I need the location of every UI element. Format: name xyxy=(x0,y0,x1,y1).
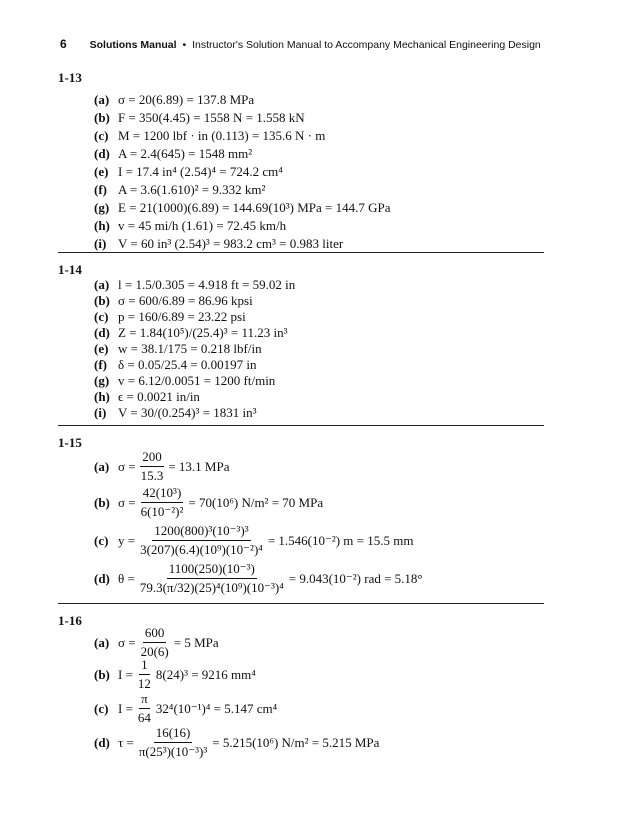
denominator: 6(10⁻²)² xyxy=(140,504,184,519)
section-divider xyxy=(58,425,544,426)
denominator: 3(207)(6.4)(10⁹)(10⁻²)⁴ xyxy=(140,542,263,557)
numerator: 16(16) xyxy=(154,725,193,743)
answer-line xyxy=(94,164,283,179)
equation: σ = 600/6.89 = 86.96 kpsi xyxy=(118,293,253,308)
denominator: 20(6) xyxy=(140,644,169,659)
answer-line xyxy=(94,218,286,233)
answer-line xyxy=(94,92,254,107)
part-label: (g) xyxy=(94,200,110,215)
equation-lhs: τ = xyxy=(118,734,134,750)
fraction xyxy=(139,449,166,484)
equation-rhs: = 5 MPa xyxy=(173,634,219,650)
part-label: (i) xyxy=(94,236,107,251)
answer-line xyxy=(94,389,200,404)
fraction xyxy=(136,691,153,726)
problem-number: 1-14 xyxy=(58,262,82,277)
part-label: (h) xyxy=(94,218,110,233)
equation-rhs: = 13.1 MPa xyxy=(168,458,230,474)
fraction xyxy=(139,625,171,660)
equation: p = 160/6.89 = 23.22 psi xyxy=(118,309,246,324)
part-label: (e) xyxy=(94,341,109,356)
denominator: π(25³)(10⁻³)³ xyxy=(138,744,208,759)
answer-line xyxy=(94,725,379,760)
part-label: (a) xyxy=(94,634,110,650)
denominator: 64 xyxy=(137,710,151,725)
answer-line xyxy=(94,325,288,340)
fraction xyxy=(136,657,153,692)
part-label: (d) xyxy=(94,734,110,750)
equation-rhs: 32⁴(10⁻¹)⁴ = 5.147 cm⁴ xyxy=(155,700,278,716)
equation-rhs: 8(24)³ = 9216 mm⁴ xyxy=(155,666,256,682)
part-label: (b) xyxy=(94,494,110,510)
equation: w = 38.1/175 = 0.218 lbf/in xyxy=(118,341,262,356)
part-label: (f) xyxy=(94,357,107,372)
numerator: 1100(250)(10⁻³) xyxy=(167,561,257,579)
equation: I = 17.4 in⁴ (2.54)⁴ = 724.2 cm⁴ xyxy=(118,164,283,179)
answer-line xyxy=(94,236,343,251)
part-label: (a) xyxy=(94,92,110,107)
part-label: (d) xyxy=(94,146,110,161)
part-label: (b) xyxy=(94,293,110,308)
header-separator: • xyxy=(182,39,187,51)
numerator: 600 xyxy=(143,625,167,643)
problem-1-16 xyxy=(58,613,544,763)
equation: E = 21(1000)(6.89) = 144.69(10³) MPa = 144.7 GPa xyxy=(118,200,391,215)
equation-lhs: I = xyxy=(118,700,133,716)
numerator: π xyxy=(139,691,150,709)
equation: v = 45 mi/h (1.61) = 72.45 km/h xyxy=(118,218,287,233)
equation: V = 30/(0.254)³ = 1831 in³ xyxy=(118,405,257,420)
equation: M = 1200 lbf · in (0.113) = 135.6 N · m xyxy=(118,128,326,143)
answer-line xyxy=(94,691,277,726)
header-subtitle: Instructor's Solution Manual to Accompany Mechanical Engineering Design xyxy=(192,39,541,51)
answer-line xyxy=(94,373,275,388)
part-label: (b) xyxy=(94,666,110,682)
equation-rhs: = 5.215(10⁶) N/m² = 5.215 MPa xyxy=(212,734,380,750)
answer-line xyxy=(94,293,253,308)
answer-line xyxy=(94,485,323,520)
answer-line xyxy=(94,146,252,161)
part-label: (c) xyxy=(94,309,109,324)
equation: σ = 20(6.89) = 137.8 MPa xyxy=(118,92,255,107)
equation: Z = 1.84(10⁵)/(25.4)³ = 11.23 in³ xyxy=(118,325,288,340)
part-label: (b) xyxy=(94,110,110,125)
header-title: Solutions Manual xyxy=(89,39,177,51)
equation: ϵ = 0.0021 in/in xyxy=(118,389,200,404)
answer-line xyxy=(94,110,305,125)
problem-1-13 xyxy=(58,70,544,251)
answer-line xyxy=(94,625,219,660)
section-divider xyxy=(58,252,544,253)
part-label: (i) xyxy=(94,405,107,420)
equation-lhs: σ = xyxy=(118,458,136,474)
part-label: (a) xyxy=(94,277,110,292)
answer-line xyxy=(94,357,257,372)
fraction xyxy=(139,485,186,520)
numerator: 42(10³) xyxy=(141,485,184,503)
equation-lhs: σ = xyxy=(118,494,136,510)
denominator: 12 xyxy=(137,676,151,691)
equation: δ = 0.05/25.4 = 0.00197 in xyxy=(118,357,257,372)
answer-line xyxy=(94,449,229,484)
equation: A = 3.6(1.610)² = 9.332 km² xyxy=(118,182,266,197)
problem-1-15 xyxy=(58,435,544,600)
answer-line xyxy=(94,523,413,558)
part-label: (a) xyxy=(94,458,110,474)
answer-line xyxy=(94,128,325,143)
part-label: (g) xyxy=(94,373,110,388)
numerator: 200 xyxy=(140,449,164,467)
equation-rhs: = 1.546(10⁻²) m = 15.5 mm xyxy=(267,532,414,548)
problem-1-14 xyxy=(58,262,544,422)
page-header xyxy=(60,37,620,51)
denominator: 15.3 xyxy=(140,468,164,483)
part-label: (f) xyxy=(94,182,107,197)
part-label: (e) xyxy=(94,164,109,179)
answer-line xyxy=(94,309,246,324)
numerator: 1200(800)³(10⁻³)³ xyxy=(152,523,250,541)
part-label: (c) xyxy=(94,532,109,548)
part-label: (h) xyxy=(94,389,110,404)
denominator: 79.3(π/32)(25)⁴(10⁹)(10⁻³)⁴ xyxy=(139,580,284,595)
answer-line xyxy=(94,277,295,292)
part-label: (d) xyxy=(94,570,110,586)
section-divider xyxy=(58,603,544,604)
equation: F = 350(4.45) = 1558 N = 1.558 kN xyxy=(118,110,305,125)
problem-number: 1-16 xyxy=(58,613,82,628)
answer-line xyxy=(94,657,256,692)
answer-line xyxy=(94,405,257,420)
problem-number: 1-13 xyxy=(58,70,82,85)
part-label: (d) xyxy=(94,325,110,340)
equation-rhs: = 70(10⁶) N/m² = 70 MPa xyxy=(188,494,324,510)
fraction xyxy=(138,561,286,596)
problem-number: 1-15 xyxy=(58,435,82,450)
answer-line xyxy=(94,561,423,596)
equation-lhs: θ = xyxy=(118,570,135,586)
part-label: (c) xyxy=(94,700,109,716)
answer-line xyxy=(94,200,391,215)
equation: l = 1.5/0.305 = 4.918 ft = 59.02 in xyxy=(118,277,296,292)
answer-line xyxy=(94,341,262,356)
equation-lhs: I = xyxy=(118,666,133,682)
equation: V = 60 in³ (2.54)³ = 983.2 cm³ = 0.983 liter xyxy=(118,236,344,251)
page-number: 6 xyxy=(60,37,67,51)
fraction xyxy=(137,725,209,760)
equation-lhs: y = xyxy=(118,532,136,548)
answer-line xyxy=(94,182,265,197)
equation: v = 6.12/0.0051 = 1200 ft/min xyxy=(118,373,276,388)
equation-lhs: σ = xyxy=(118,634,136,650)
fraction xyxy=(138,523,265,558)
part-label: (c) xyxy=(94,128,109,143)
equation-rhs: = 9.043(10⁻²) rad = 5.18° xyxy=(288,570,423,586)
equation: A = 2.4(645) = 1548 mm² xyxy=(118,146,253,161)
numerator: 1 xyxy=(139,657,150,675)
